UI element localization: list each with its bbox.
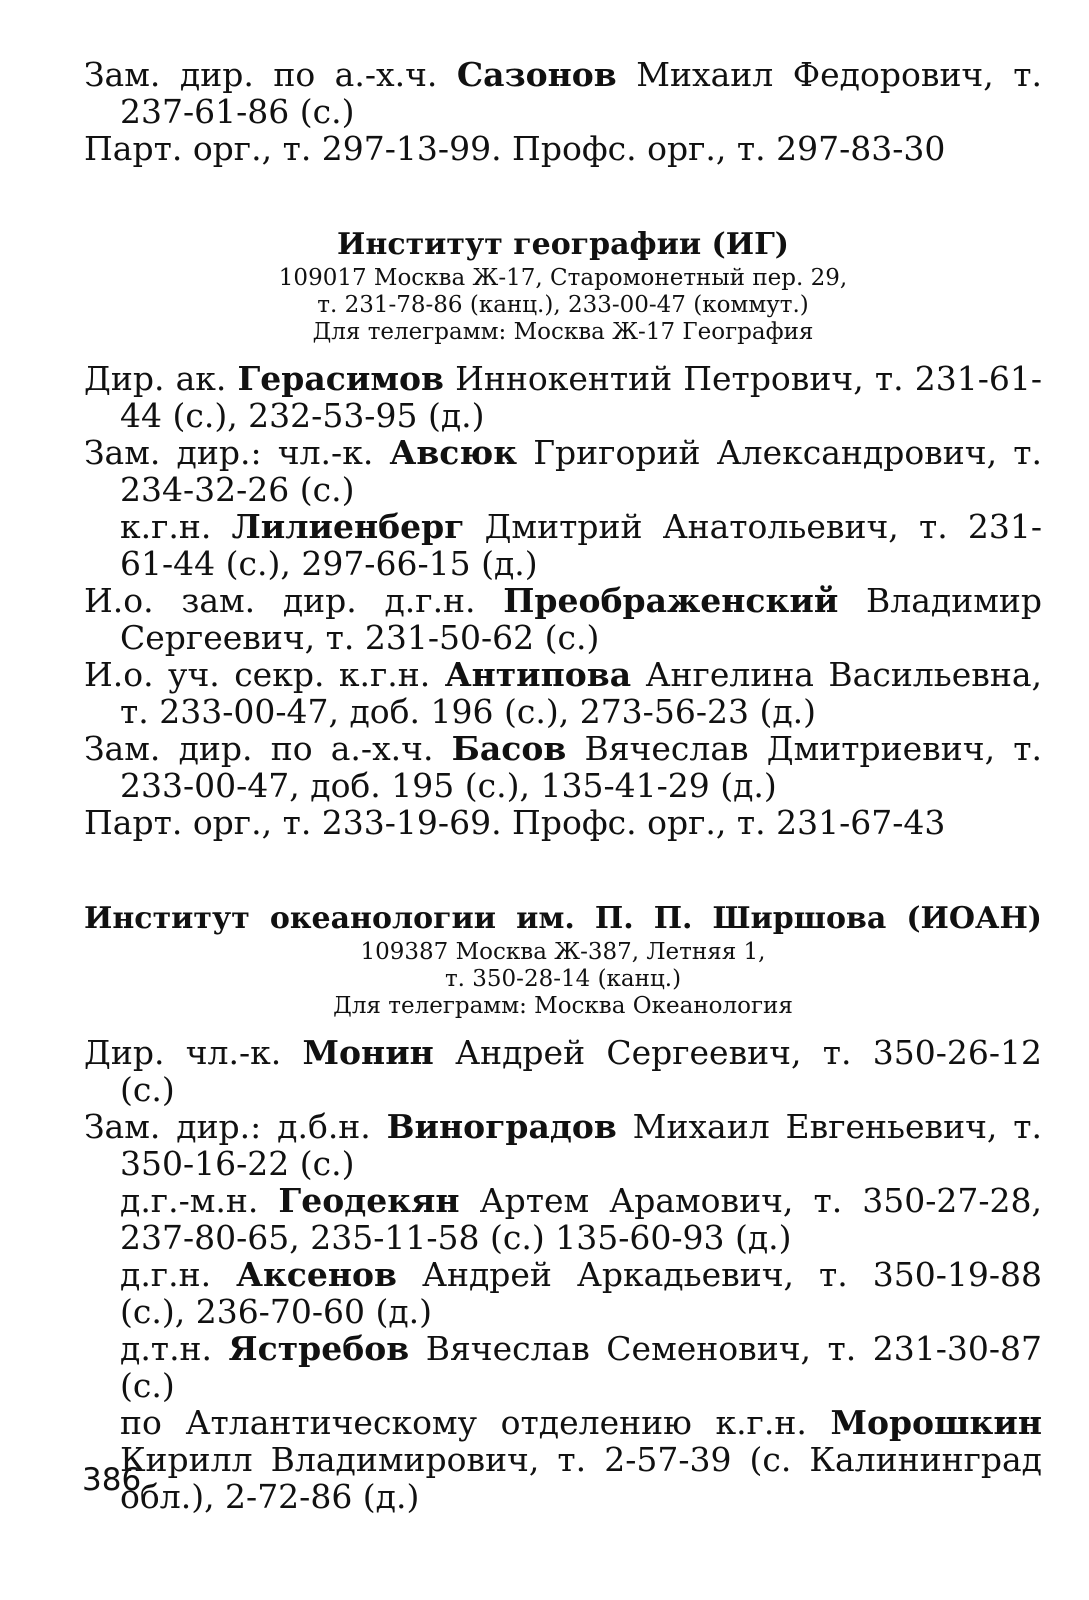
entry: Зам. дир.: чл.-к. Авсюк Григорий Александрович, т. 234-32-26 (с.) — [84, 433, 1042, 509]
person-name: Преображенский — [503, 581, 839, 620]
person-name: Лилиенберг — [231, 507, 465, 546]
entry: д.т.н. Ястребов Вячеслав Семенович, т. 231-30-87 (с.) — [120, 1329, 1042, 1405]
person-name: Виноградов — [386, 1107, 617, 1146]
party-union-line: Парт. орг., т. 233-19-69. Профс. орг., т. 231-67-43 — [84, 803, 946, 842]
person-name: Герасимов — [237, 359, 444, 398]
top-block — [84, 56, 1042, 167]
phone-line: т. 350-28-14 (канц.) — [444, 966, 682, 992]
entry: Зам. дир. по а.-х.ч. Басов Вячеслав Дмитриевич, т. 233-00-47, доб. 195 (с.), 135-41-29 (д.) — [84, 729, 1042, 805]
person-name: Авсюк — [389, 433, 518, 472]
entry: Зам. дир. по а.-х.ч. Сазонов Михаил Федорович, т. 237-61-86 (с.) — [84, 55, 1042, 131]
phone-line: т. 231-78-86 (канц.), 233-00-47 (коммут.) — [317, 292, 809, 318]
person-name: Монин — [302, 1033, 434, 1072]
institute-title: Институт океанологии им. П. П. Ширшова (ИОАН) — [84, 901, 1042, 936]
entry: Дир. чл.-к. Монин Андрей Сергеевич, т. 350-26-12 (с.) — [84, 1033, 1043, 1109]
person-name: Сазонов — [456, 55, 617, 94]
person-name: Морошкин — [830, 1403, 1042, 1442]
entry: д.г.-м.н. Геодекян Артем Арамович, т. 350-27-28, 237-80-65, 235-11-58 (с.) 135-60-93 (д.) — [120, 1181, 1042, 1257]
person-name: Басов — [451, 729, 567, 768]
entry: И.о. уч. секр. к.г.н. Антипова Ангелина Васильевна, т. 233-00-47, доб. 196 (с.), 273-56-23 (д.) — [84, 655, 1043, 731]
entry: Зам. дир.: д.б.н. Виноградов Михаил Евгеньевич, т. 350-16-22 (с.) — [84, 1107, 1042, 1183]
person-name: Антипова — [444, 655, 632, 694]
party-union-line: Парт. орг., т. 297-13-99. Профс. орг., т. 297-83-30 — [84, 129, 946, 168]
entry: по Атлантическому отделению к.г.н. Морошкин Кирилл Владимирович, т. 2-57-39 (с. Калининград обл.), 2-72-86 (д.) — [120, 1403, 1042, 1516]
entry: д.г.н. Аксенов Андрей Аркадьевич, т. 350-19-88 (с.), 236-70-60 (д.) — [120, 1255, 1042, 1331]
telegram-line: Для телеграмм: Москва Океанология — [333, 993, 793, 1019]
entry: И.о. зам. дир. д.г.н. Преображенский Владимир Сергеевич, т. 231-50-62 (с.) — [84, 581, 1042, 657]
person-name: Ястребов — [228, 1329, 410, 1368]
entry: Дир. ак. Герасимов Иннокентий Петрович, т. 231-61-44 (с.), 232-53-95 (д.) — [84, 359, 1042, 435]
institute-oceanology — [84, 899, 1042, 1515]
institute-title: Институт географии (ИГ) — [337, 227, 789, 262]
page-number: 386 — [82, 1462, 142, 1498]
address-line: 109387 Москва Ж-387, Летняя 1, — [360, 939, 766, 965]
entry: к.г.н. Лилиенберг Дмитрий Анатольевич, т. 231-61-44 (с.), 297-66-15 (д.) — [120, 507, 1042, 583]
institute-geography — [84, 225, 1042, 841]
address-line: 109017 Москва Ж-17, Старомонетный пер. 29, — [278, 265, 848, 291]
telegram-line: Для телеграмм: Москва Ж-17 География — [312, 319, 814, 345]
directory-page — [84, 56, 1042, 1515]
person-name: Геодекян — [278, 1181, 460, 1220]
person-name: Аксенов — [236, 1255, 397, 1294]
